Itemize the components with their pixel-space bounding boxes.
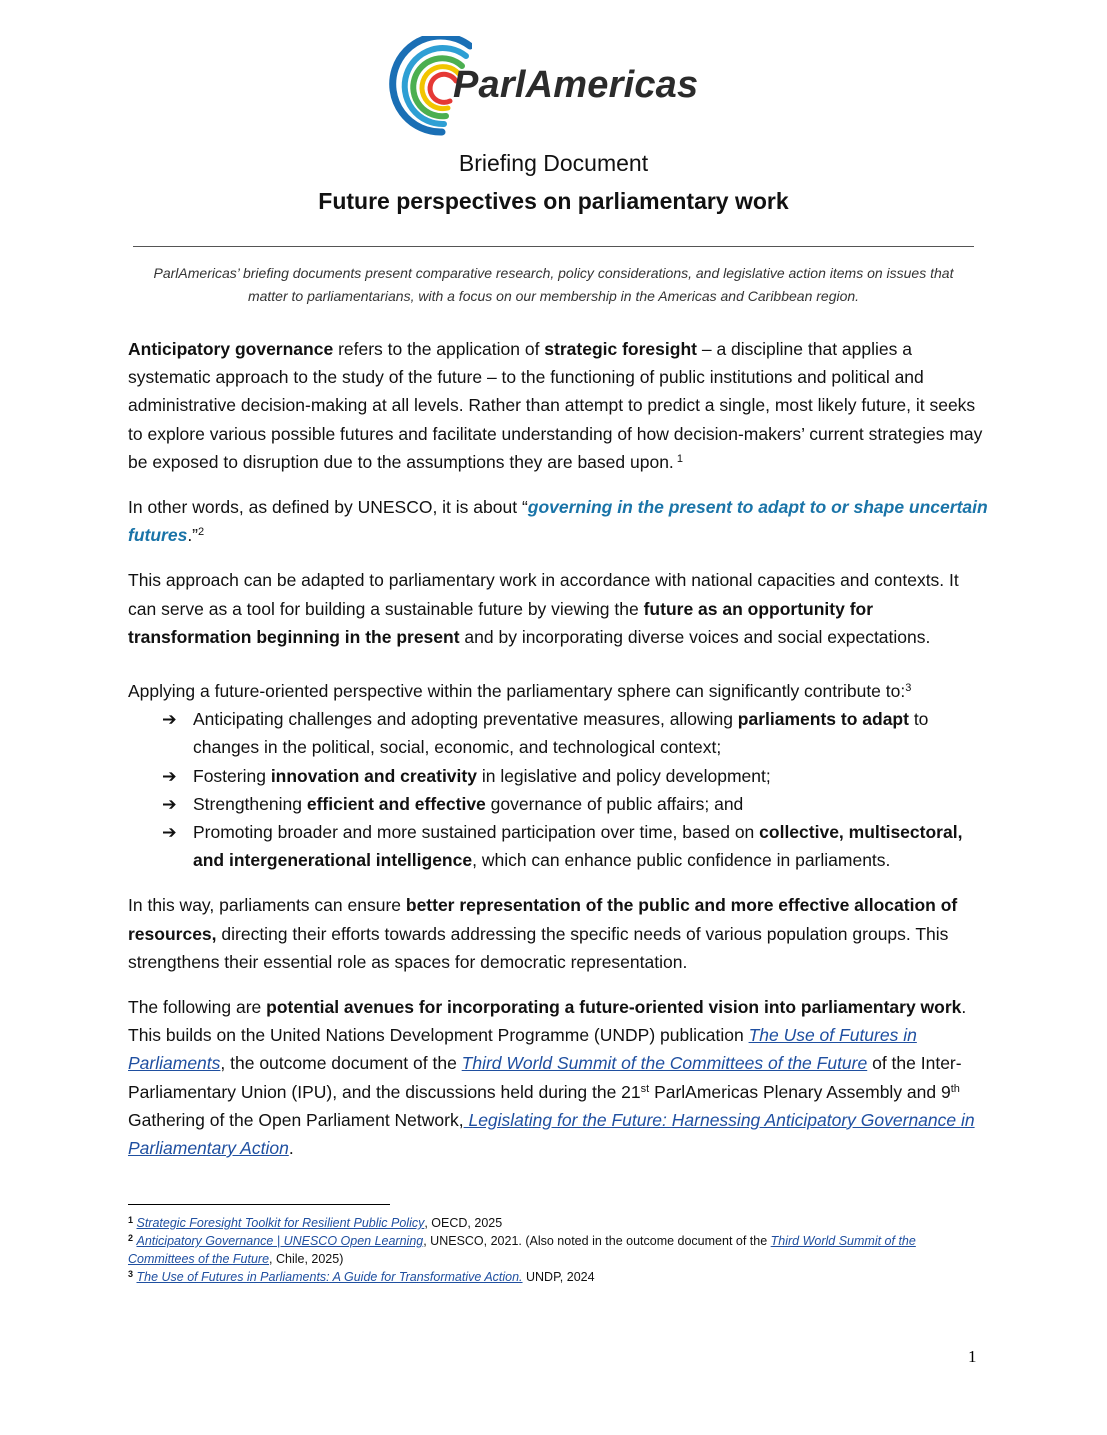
text-span: This approach can be adapted to parliamentary work in accordance with national capacities and contexts. It can serve as a tool for building a sustainable future by viewing the <box>128 570 959 619</box>
footnote-ref: 1 <box>673 452 683 465</box>
intro-statement: ParlAmericas’ briefing documents present comparative research, policy considerations, and legislative action items on issues that matter to parliamentarians, with a focus on our membership in the Americas and Caribbean region. <box>153 265 954 304</box>
list-item <box>162 762 988 790</box>
bold-term: innovation and creativity <box>270 765 477 786</box>
footnote-divider <box>128 1204 390 1205</box>
text-span: , OECD, 2025 <box>424 1216 503 1230</box>
arrow-icon: ➔ <box>162 709 177 730</box>
text-span: In this way, parliaments can ensure <box>128 895 406 916</box>
text-span: Gathering of the Open Parliament Network, <box>128 1109 464 1130</box>
text-span: Applying a future-oriented perspective within the parliamentary sphere can significantly contribute to: <box>128 681 906 702</box>
legislating-future-link[interactable]: Legislating for the Future: Harnessing Anticipatory Governance in Parliamentary Action <box>128 1109 975 1159</box>
parlamericas-logo <box>382 36 727 136</box>
footnote-3 <box>128 1268 978 1286</box>
text-span: , Chile, 2025) <box>269 1252 344 1266</box>
footnote-ref: 2 <box>198 526 205 539</box>
text-span: to changes in the political, social, economic, and technological context; <box>193 709 929 758</box>
footnote-link[interactable]: The Use of Futures in Parliaments: A Guide for Transformative Action. <box>136 1270 523 1284</box>
page-title: Future perspectives on parliamentary work <box>318 188 789 214</box>
footnote-1 <box>128 1214 978 1232</box>
bold-term: efficient and effective <box>306 793 486 814</box>
bold-term: future as an opportunity for transformation beginning in the present <box>128 598 874 647</box>
text-span: , the outcome document of the <box>220 1053 462 1074</box>
unesco-quote-link[interactable]: governing in the present to adapt to or shape uncertain futures <box>128 497 988 546</box>
paragraph-avenues <box>128 993 988 1162</box>
footnote-2 <box>128 1232 978 1268</box>
text-span: . <box>288 1138 294 1159</box>
ordinal-suffix: st <box>640 1082 650 1095</box>
text-span: The following are <box>128 997 267 1018</box>
ordinal-suffix: th <box>950 1082 960 1095</box>
main-content <box>128 335 988 1162</box>
footnote-ref: 3 <box>905 682 912 695</box>
bold-term: potential avenues for incorporating a future-oriented vision into parliamentary work <box>266 997 962 1018</box>
paragraph-anticipatory-governance <box>128 335 988 476</box>
text-span: Anticipating challenges and adopting preventative measures, allowing <box>193 709 738 730</box>
footnote-link[interactable]: Strategic Foresight Toolkit for Resilient Public Policy <box>136 1216 425 1230</box>
header-divider <box>133 246 974 247</box>
bold-term: collective, multisectoral, and intergenerational intelligence <box>193 822 963 871</box>
document-type: Briefing Document <box>458 150 649 176</box>
arrow-icon: ➔ <box>162 765 177 786</box>
footnote-link[interactable]: Anticipatory Governance | UNESCO Open Learning <box>136 1234 424 1248</box>
bold-term: better representation of the public and more effective allocation of resources, <box>128 895 958 944</box>
text-span: .” <box>187 525 199 546</box>
bold-term: Anticipatory governance <box>128 339 334 359</box>
bold-term: parliaments to adapt <box>737 709 909 730</box>
text-span: , which can enhance public confidence in parliaments. <box>472 850 891 871</box>
text-span: governance of public affairs; and <box>485 793 744 814</box>
contributions-list <box>128 705 988 874</box>
paragraph-contributions-lead <box>128 677 988 705</box>
page-number: 1 <box>968 1347 977 1366</box>
text-span: of the Inter-Parliamentary Union (IPU), and the discussions held during the 21 <box>128 1053 962 1102</box>
paragraph-unesco-definition <box>128 493 988 549</box>
list-item <box>162 705 988 761</box>
footnote-number: 1 <box>128 1215 134 1225</box>
text-span: , UNESCO, 2021. (Also noted in the outcome document of the <box>423 1234 771 1248</box>
text-span: UNDP, 2024 <box>522 1270 595 1284</box>
text-span: – a discipline that applies a systematic approach to the study of the future – to the functioning of public institutions and political and administrative decision-making at all levels. Rather than attempt to predict a single, most likely future, it seeks to explore various possible futures and facilitate understanding of how decision-makers’ current strategies may be exposed to disruption due to the assumptions they are based upon. <box>128 339 983 472</box>
text-span: . This builds on the United Nations Development Programme (UNDP) publication <box>128 997 967 1046</box>
bold-term: strategic foresight <box>544 339 697 359</box>
text-span: ParlAmericas Plenary Assembly and 9 <box>649 1081 951 1102</box>
paragraph-approach <box>128 566 988 651</box>
arrow-icon: ➔ <box>162 822 177 843</box>
undp-publication-link[interactable]: The Use of Futures in Parliaments <box>128 1025 917 1074</box>
text-span: in legislative and policy development; <box>476 765 771 786</box>
arrow-icon: ➔ <box>162 793 177 814</box>
text-span: and by incorporating diverse voices and social expectations. <box>459 626 931 647</box>
text-span: Fostering <box>193 765 271 786</box>
ipu-summit-link[interactable]: Third World Summit of the Committees of the Future <box>461 1053 868 1074</box>
text-span: refers to the application of <box>333 339 545 359</box>
footnote-link[interactable]: Third World Summit of the Committees of the Future <box>128 1234 916 1266</box>
footnotes <box>128 1214 978 1286</box>
footnote-number: 3 <box>128 1269 134 1279</box>
text-span: Promoting broader and more sustained participation over time, based on <box>193 822 760 843</box>
list-item <box>162 790 988 818</box>
logo-wordmark: ParlAmericas <box>453 64 699 106</box>
text-span: directing their efforts towards addressing the specific needs of various population groups. This strengthens their essential role as spaces for democratic representation. <box>128 923 949 972</box>
list-item <box>162 818 988 874</box>
text-span: In other words, as defined by UNESCO, it is about “ <box>128 497 528 518</box>
paragraph-representation <box>128 891 988 976</box>
text-span: Strengthening <box>193 793 307 814</box>
footnote-number: 2 <box>128 1233 134 1243</box>
